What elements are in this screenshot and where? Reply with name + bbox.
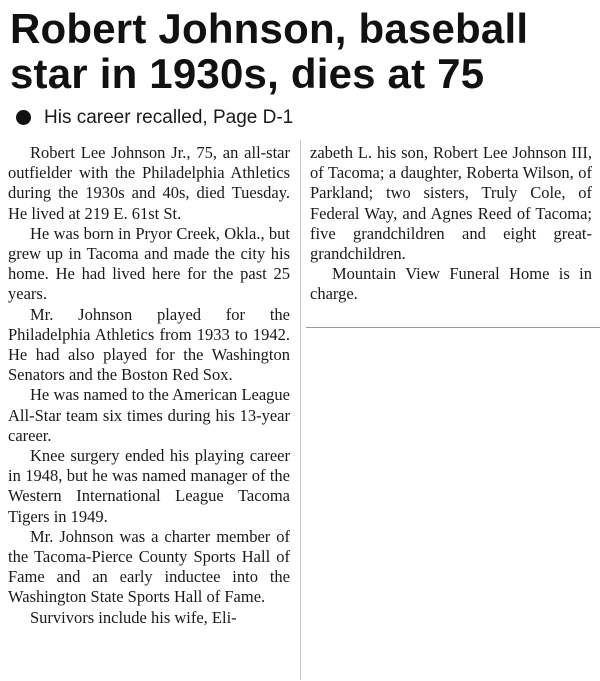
- body-paragraph: Survivors include his wife, Eli-: [30, 607, 237, 627]
- column-divider: [300, 140, 301, 680]
- refer-line: His career recalled, Page D-1: [44, 107, 294, 128]
- article-end-rule: [306, 327, 600, 328]
- body-paragraph: Robert Lee Johnson Jr., 75, an all-star outfielder with the Philadelphia Athletics during the 1930s and 40s, died Tuesday. He lived at 219 E. 61st St.: [8, 143, 290, 223]
- bullet-icon: [16, 110, 31, 125]
- headline: Robert Johnson, baseball star in 1930s, dies at 75: [10, 5, 529, 97]
- body-paragraph: He was named to the American League All-Star team six times during his 13-year career.: [8, 385, 290, 445]
- body-paragraph: He was born in Pryor Creek, Okla., but grew up in Tacoma and made the city his home. He had lived here for the past 25 years.: [8, 223, 290, 304]
- body-paragraph: zabeth L. his son, Robert Lee Johnson III, of Tacoma; a daughter, Roberta Wilson, of Parkland; two sisters, Truly Cole, of Federal Way, and Agnes Reed of Tacoma; five grandchildren and eight great-grandchildren.: [310, 143, 592, 264]
- body-paragraph: Mr. Johnson was a charter member of the Tacoma-Pierce County Sports Hall of Fame and an early inductee into the Washington State Sports Hall of Fame.: [8, 526, 290, 607]
- body-paragraph: Mountain View Funeral Home is in charge.: [310, 264, 592, 304]
- article-column-2: [310, 143, 592, 305]
- article-column-1: [8, 143, 290, 628]
- body-paragraph: Mr. Johnson played for the Philadelphia Athletics from 1933 to 1942. He had also played for the Washington Senators and the Boston Red Sox.: [8, 304, 290, 385]
- body-paragraph: Knee surgery ended his playing career in 1948, but he was named manager of the Western International League Tacoma Tigers in 1949.: [8, 446, 290, 526]
